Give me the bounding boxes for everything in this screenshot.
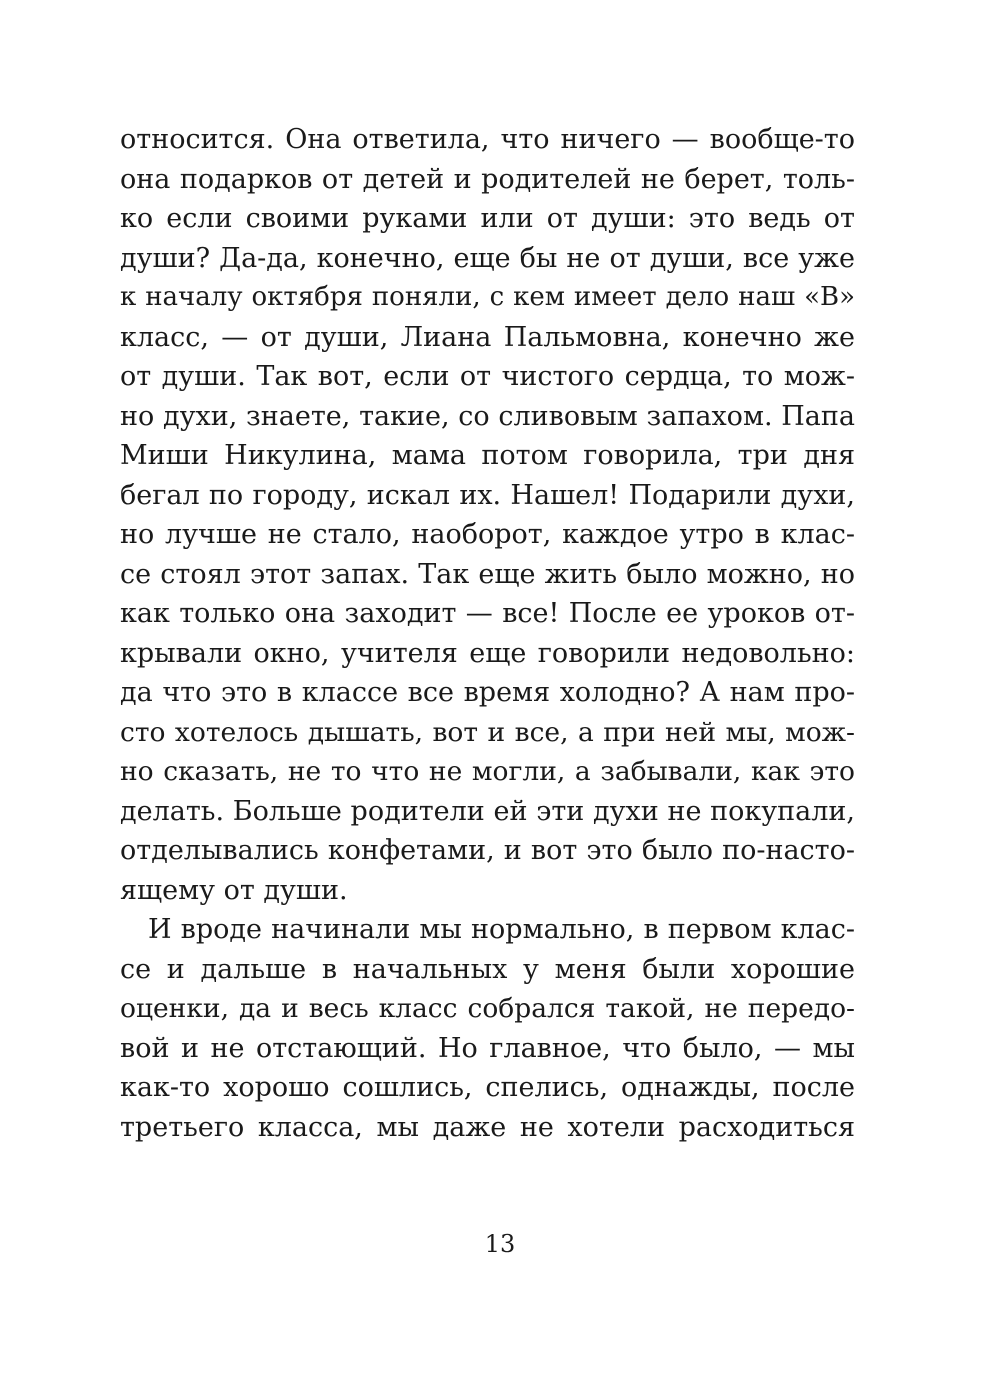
text-line: сто хотелось дышать, вот и все, а при ней мы, мож- [120, 716, 855, 748]
text-line: ко если своими руками или от души: это ведь от [120, 203, 855, 234]
text-line: да что это в классе все время холодно? А нам про- [120, 677, 855, 708]
text-line: относится. Она ответила, что ничего — вообще-то [120, 124, 855, 155]
page-number: 13 [484, 1230, 516, 1258]
text-line: се стоял этот запах. Так еще жить было можно, но [120, 558, 855, 590]
text-line: но сказать, не то что не могли, а забывали, как это [120, 756, 855, 787]
text-line: ящему от души. [120, 874, 348, 906]
text-line: делать. Больше родители ей эти духи не покупали, [120, 795, 855, 827]
text-line: оценки, да и весь класс собрался такой, не передо- [120, 993, 855, 1024]
text-line: она подарков от детей и родителей не берет, толь- [120, 163, 855, 195]
body-text [120, 120, 855, 1147]
text-line: вой и не отстающий. Но главное, что было, — мы [120, 1032, 855, 1064]
text-line: Миши Никулина, мама потом говорила, три дня [120, 440, 855, 471]
text-line: души? Да-да, конечно, еще бы не от души, все уже [120, 242, 855, 274]
text-line: отделывались конфетами, и вот это было по-насто- [120, 835, 855, 866]
text-line: от души. Так вот, если от чистого сердца, то мож- [120, 361, 855, 392]
text-line: крывали окно, учителя еще говорили недовольно: [120, 637, 855, 669]
text-line: но духи, знаете, такие, со сливовым запахом. Папа [120, 400, 855, 432]
text-line: к началу октября поняли, с кем имеет дело наш «В» [120, 282, 855, 312]
text-line: бегал по городу, искал их. Нашел! Подарили духи, [120, 479, 855, 511]
text-line: как-то хорошо сошлись, спелись, однажды, после [120, 1072, 855, 1103]
text-line: класс, — от души, Лиана Пальмовна, конечно же [120, 321, 855, 353]
text-line: третьего класса, мы даже не хотели расходиться [120, 1111, 855, 1143]
text-line: но лучше не стало, наоборот, каждое утро в клас- [120, 519, 855, 550]
text-line: И вроде начинали мы нормально, в первом клас- [148, 914, 855, 945]
text-line: се и дальше в начальных у меня были хорошие [120, 953, 855, 985]
text-line: как только она заходит — все! После ее уроков от- [120, 598, 855, 629]
